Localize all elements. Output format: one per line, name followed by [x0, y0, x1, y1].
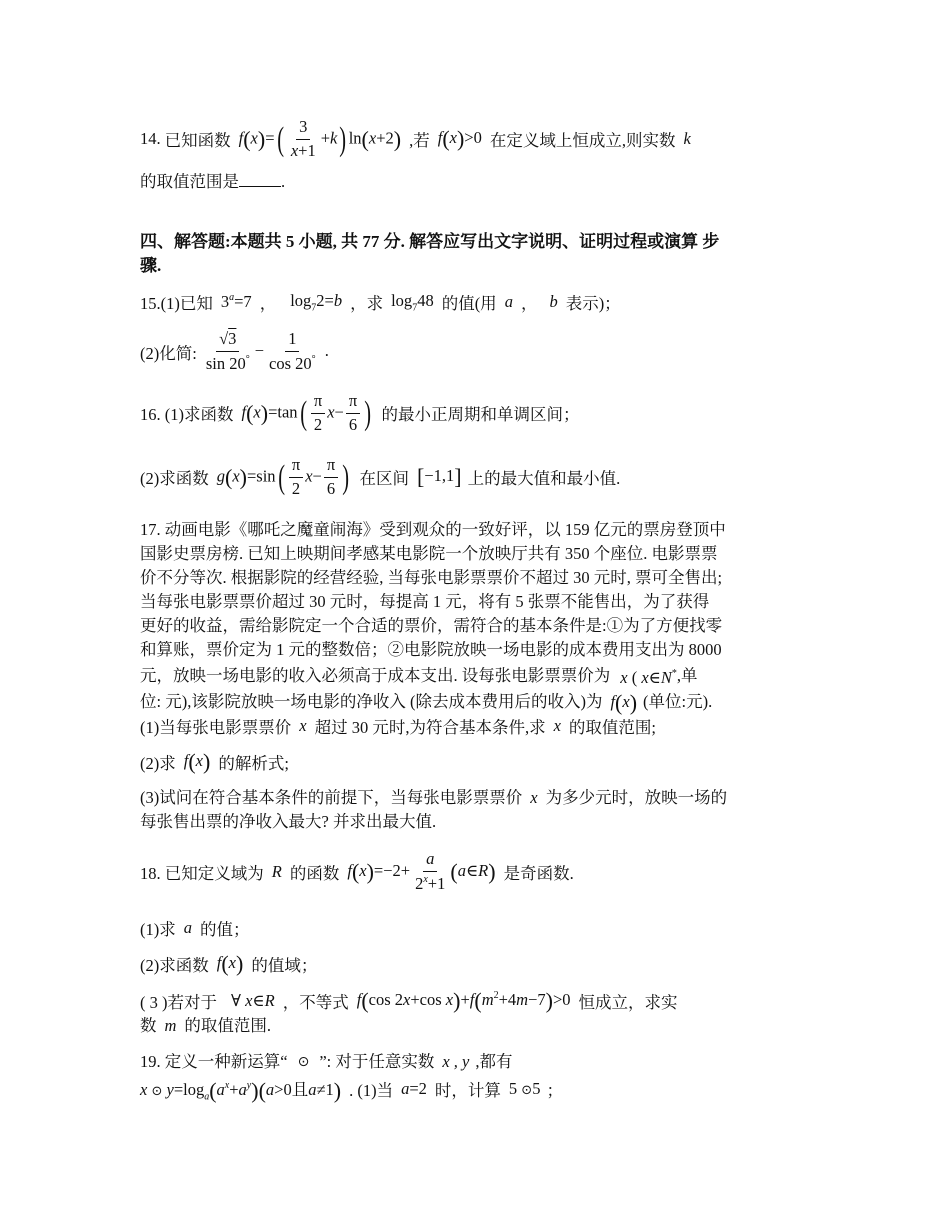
q15-part2: [140, 330, 329, 374]
q19-definition: x ⊙ $y=\log_a(a^x+a^y)(a>0$且a≠1): [140, 1078, 342, 1104]
q18-text-c: 是奇函数.: [503, 863, 574, 883]
q19-operator-symbol: ⊙: [297, 1054, 310, 1070]
q17-line8-text: 位: 元),该影院放映一场电影的净收入 (除去成本费用后的收入)为: [140, 692, 603, 712]
q19-text-e: 时，计算: [434, 1081, 501, 1100]
q17-line7-tail: ,单: [676, 666, 698, 685]
q15-text-d: 的值(用: [441, 294, 497, 313]
q18-s2-text-a: (2)求函数: [140, 956, 209, 975]
q17-line8-tail: (单位:元).: [643, 692, 713, 712]
section4-heading-cont: 骤.: [140, 256, 162, 275]
q19-text-f: ；: [546, 1081, 563, 1100]
q19-stem: [140, 1050, 563, 1104]
q14-text5: .: [281, 172, 286, 191]
q15-text-c: ，求: [350, 294, 384, 313]
q17-sub2: [140, 750, 289, 774]
q15-var-b: b: [549, 292, 558, 311]
q16-interval: [−1,1]: [417, 464, 462, 490]
q18-function: f(x)=−2+ $\frac{a}{2^x+1}$ (a∈R): [347, 849, 496, 893]
q17-s1-text-a: (1)当每张电影票票价: [140, 718, 292, 737]
q17-s2-text-a: (2)求: [140, 754, 176, 773]
q15-eq2: $\log_72=b$: [290, 290, 343, 314]
q16-p1-text-b: 的最小正周期和单调区间；: [381, 405, 580, 425]
q17-line7-text: 元，放映一场电影的收入必须高于成本支出. 设每张电影票票价为: [140, 666, 611, 685]
q19-text-c: ,都有: [475, 1052, 513, 1071]
q18-sub3-line2: [140, 1014, 678, 1038]
q14-text4: 的取值范围是: [140, 172, 239, 191]
q17-price-var: x ( x∈N*: [620, 668, 677, 687]
section4-heading: 四、解答题:本题共 5 小题, 共 77 分. 解答应写出文字说明、证明过程或演算 步: [140, 232, 720, 251]
q19-compute: 5 ⊙5: [508, 1079, 541, 1098]
q17-body: [140, 518, 820, 714]
q18-s3-text-c: 恒成立，求实: [578, 993, 678, 1012]
q19-line1: [140, 1050, 563, 1074]
q18-sub3: [140, 988, 678, 1038]
q17-s2-text-b: 的解析式;: [218, 754, 289, 773]
q18-s3-line2-text-b: 的取值范围.: [184, 1016, 272, 1035]
q17-line: 当每张电影票票价超过 30 元时，每提高 1 元，将有 5 张票不能售出，为了获得: [140, 592, 710, 611]
q18-var-a: a: [183, 918, 192, 937]
q19-a-value: a=2: [401, 1079, 427, 1098]
q17-line7: [140, 662, 820, 690]
q15-part1: [140, 290, 621, 314]
q17-fx: f(x): [610, 690, 638, 716]
q18-s1-text-b: 的值；: [200, 920, 250, 939]
q18-sub1: [140, 916, 250, 940]
q14-line2: [140, 170, 285, 194]
q17-line: 国影史票房榜. 已知上映期间孝感某电影院一个放映厅共有 350 个座位. 电影票票: [140, 544, 718, 563]
q18-var-m: m: [164, 1016, 177, 1035]
q14-condition: f(x)>0: [437, 126, 482, 152]
q17-var-x: x: [530, 788, 538, 807]
q18-inequality: f(cos 2x+cos $x)+f(m^2+4m-7)>0$: [356, 988, 571, 1014]
q17-sub3: [140, 786, 727, 834]
q14-formula: f(x)=( $\frac{3}{x+1}$ +k) ln(x+2): [238, 117, 402, 160]
q14-number: 14.: [140, 129, 161, 149]
q17-s3-text-a: (3)试问在符合基本条件的前提下，当每张电影票票价: [140, 788, 523, 807]
q15-p2-label: (2)化简:: [140, 343, 197, 363]
q17-line: 17. 动画电影《哪吒之魔童闹海》受到观众的一致好评，以 159 亿元的票房登顶中: [140, 520, 726, 539]
q17-line: 和算账，票价定为 1 元的整数倍；②电影院放映一场电影的成本费用支出为 8000: [140, 640, 722, 659]
q16-function-f: f(x)=tan( $\frac{\pi}{2}$ x− $\frac{\pi}{6}$ ): [241, 391, 372, 434]
q18-s3-line2-text-a: 数: [140, 1016, 157, 1035]
q17-var-x: x: [553, 716, 561, 735]
q17-sub1: [140, 714, 656, 738]
q15-simplify-expr: $\frac{√3}{\sin 20^\circ}$ − $\frac{1}{\cos 20^\circ}$ .: [205, 329, 329, 373]
q17-s3-text-b: 为多少元时，放映一场的: [545, 788, 728, 807]
q18-var-R: R: [271, 861, 282, 881]
q19-and: 且: [291, 1079, 309, 1099]
q19-text-b: ”: 对于任意实数: [319, 1052, 435, 1071]
q17-line8: [140, 690, 820, 714]
q15-expr: $\log_748$: [391, 290, 434, 314]
q14-line1: [140, 118, 691, 161]
q17-sub3-line2: 每张售出票的净收入最大? 并求出最大值.: [140, 812, 437, 831]
q18-s3-text-b: ，不等式: [282, 993, 349, 1012]
q16-p1-text-a: 16. (1)求函数: [140, 405, 234, 425]
q18-fx: f(x): [216, 951, 244, 977]
q19-text-a: 19. 定义一种新运算“: [140, 1052, 288, 1071]
q17-line: 更好的收益，需给影院定一个合适的票价，需符合的基本条件是:①为了方便找零: [140, 616, 723, 635]
answer-blank: [239, 172, 281, 187]
q17-s1-text-b: 超过 30 元时,为符合基本条件,求: [314, 718, 546, 737]
q16-p2-text-a: (2)求函数: [140, 469, 209, 489]
q16-p2-text-c: 上的最大值和最小值.: [467, 469, 621, 489]
q18-text-a: 18. 已知定义域为: [140, 863, 264, 883]
q15-text-a: 15.(1)已知: [140, 294, 213, 313]
q17-fx: f(x): [183, 749, 211, 775]
q16-part1: [140, 392, 580, 435]
q15-text-f: 表示)；: [565, 294, 621, 313]
q17-s1-text-c: 的取值范围;: [568, 718, 656, 737]
q17-sub3-line1: [140, 786, 727, 810]
q19-vars: x , y: [442, 1052, 470, 1071]
q14-text1: 已知函数: [164, 131, 231, 151]
q15-var-a: a: [504, 292, 513, 311]
q14-var-k: k: [683, 129, 691, 149]
q16-part2: [140, 456, 620, 499]
q14-text2: ,若: [409, 131, 430, 151]
q18-stem: [140, 850, 574, 894]
q15-text-e: ，: [520, 294, 538, 313]
q18-forall: ∀ x∈R: [231, 991, 275, 1010]
q15-eq1: $3^a=7$: [220, 292, 252, 311]
q19-line2: [140, 1074, 563, 1104]
q17-line: 价不分等次. 根据影院的经营经验, 当每张电影票票价不超过 30 元时, 票可全售出;: [140, 568, 723, 587]
q18-text-b: 的函数: [289, 863, 340, 883]
q18-sub2: [140, 952, 317, 976]
q18-sub3-line1: [140, 988, 678, 1014]
q17-var-x: x: [299, 716, 307, 735]
q18-s3-text-a: ( 3 )若对于: [140, 993, 217, 1012]
q19-text-d: . (1)当: [349, 1081, 394, 1100]
q18-s2-text-b: 的值域；: [251, 956, 318, 975]
q15-text-b: ，: [259, 294, 277, 313]
q16-function-g: g(x)=sin( $\frac{\pi}{2}$ x− $\frac{\pi}{6}$ ): [216, 455, 350, 498]
q14-text3: 在定义域上恒成立,则实数: [489, 131, 676, 151]
q18-s1-text-a: (1)求: [140, 920, 176, 939]
q16-p2-text-b: 在区间: [359, 469, 410, 489]
